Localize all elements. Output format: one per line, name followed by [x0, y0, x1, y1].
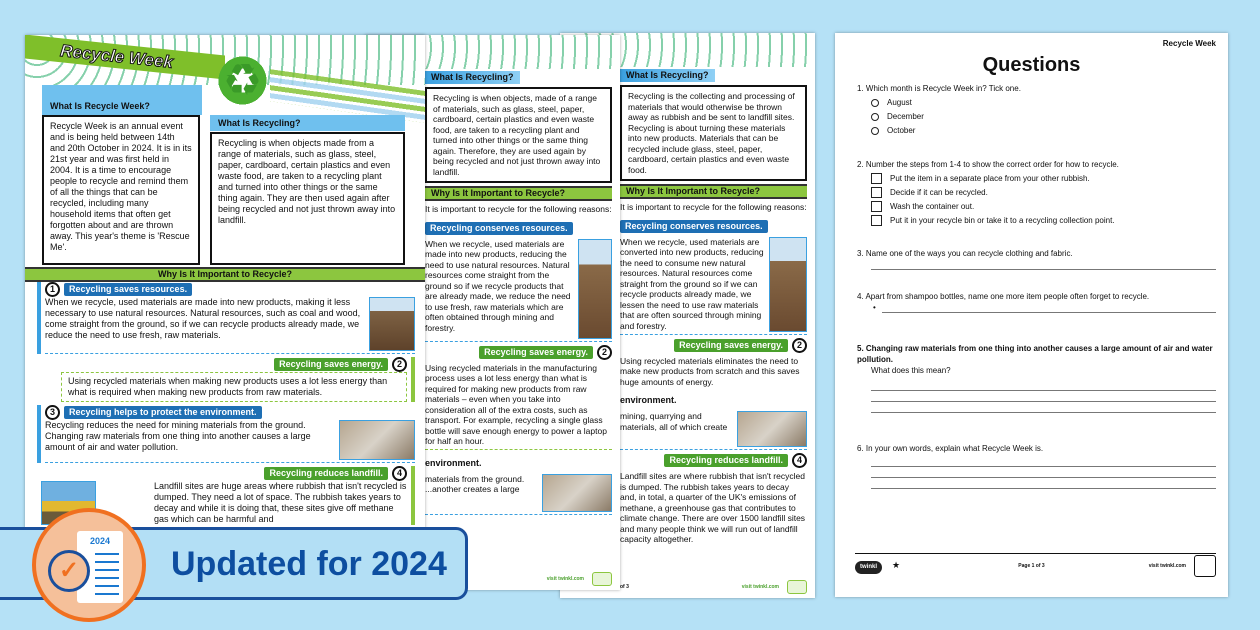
question-text: 5. Changing raw materials from one thing into another causes a large amount of air and water pollution.: [857, 344, 1213, 364]
section-header: [41, 357, 407, 372]
section-header: [620, 453, 807, 468]
question-text: 4. Apart from shampoo bottles, name one more item people often forget to recycle.: [857, 292, 1150, 301]
question-subtext: What does this mean?: [871, 366, 951, 375]
answer-line[interactable]: [871, 477, 1216, 478]
what-recycling-box: Recycling is the collecting and processing of materials that would otherwise be thrown away as rubbish and be sent to landfill sites. Recycling is about turning these materials into new products. Materials that can be recycled include glass, steel, paper, cardboard, certain plastics and even waste food.: [620, 85, 807, 181]
check-cycle-icon: ✓: [48, 550, 90, 592]
what-recycling-heading: What Is Recycling?: [218, 118, 301, 128]
section-3: [37, 405, 415, 463]
option-december[interactable]: [871, 111, 1216, 122]
checkbox[interactable]: [871, 201, 882, 212]
worksheet-page-1: [25, 35, 425, 535]
question-4: [857, 291, 1216, 313]
question-text: 2. Number the steps from 1-4 to show the correct order for how to recycle.: [857, 160, 1119, 169]
option-label: October: [887, 126, 916, 135]
section-body: [425, 239, 612, 342]
page-label: Page 1 of 3: [1018, 563, 1045, 569]
question-2: [857, 159, 1216, 226]
section-title: Recycling conserves resources.: [425, 222, 573, 235]
question-1: [857, 83, 1216, 136]
section-body: [45, 420, 415, 463]
intro-text: It is important to recycle for the following reasons:: [620, 202, 807, 212]
option-august[interactable]: [871, 97, 1216, 108]
section-title: Recycling reduces landfill.: [664, 454, 788, 467]
quarry-photo: [369, 297, 415, 351]
question-6: [857, 443, 1216, 489]
reasons-list: [37, 282, 415, 525]
section-title: Recycling conserves resources.: [620, 220, 768, 233]
section-number: 2: [792, 338, 807, 353]
checkbox[interactable]: [871, 215, 882, 226]
section-text: When we recycle, used materials are made into new products, making it less necessary to use natural resources. Natural resources, such as coal and wood, come straight from the ground, so if we can recycle products already made, we reduce the need to use fresh, raw materials.: [45, 297, 361, 340]
section-number: 4: [392, 466, 407, 481]
twinkl-badge-icon: [787, 580, 807, 594]
quarry-photo: [769, 237, 807, 332]
section-body: [425, 474, 612, 515]
rubble-photo: [737, 411, 807, 447]
page-footer: [620, 580, 807, 594]
section-text: Using recycled materials when making new products uses a lot less energy than what is required when making new products from raw materials.: [61, 372, 407, 402]
section-body: [620, 237, 807, 335]
checkbox[interactable]: [871, 187, 882, 198]
section-body: [45, 297, 415, 354]
radio-icon[interactable]: [871, 127, 879, 135]
intro-text: It is important to recycle for the following reasons:: [425, 204, 612, 214]
section-title: environment.: [620, 395, 677, 405]
section-title: Recycling reduces landfill.: [264, 467, 388, 480]
questions-title: Questions: [982, 54, 1081, 76]
rubble-photo: [339, 420, 415, 460]
checkbox[interactable]: [871, 173, 882, 184]
section-header: [45, 282, 415, 297]
section-text: mining, quarrying and materials, all of which create: [620, 411, 728, 432]
section-body: [620, 411, 807, 450]
option-label: August: [887, 98, 912, 107]
updated-badge-circle: [32, 508, 146, 622]
section-title: Recycling saves energy.: [274, 358, 388, 371]
why-heading: Why Is It Important to Recycle?: [425, 186, 612, 201]
radio-icon[interactable]: [871, 99, 879, 107]
step-item[interactable]: [871, 215, 1216, 226]
section-1: [37, 282, 415, 354]
answer-line[interactable]: [871, 390, 1216, 391]
star-icon: ★: [892, 560, 901, 570]
questions-page: [835, 33, 1228, 597]
section-text: Using recycled materials in the manufacturing process uses a lot less energy than what is required for making new products from raw materials – even when you take into consideration all of the extra costs, such as transport. For example, recycling a single glass bottle will save enough energy to power a laptop for half an hour.: [425, 363, 612, 450]
question-5: [857, 343, 1216, 413]
footer-link[interactable]: visit twinkl.com: [546, 576, 584, 582]
twinkl-badge-icon: [1194, 555, 1216, 577]
answer-line[interactable]: [871, 401, 1216, 402]
section-header: [620, 338, 807, 353]
footer-link[interactable]: visit twinkl.com: [1148, 563, 1186, 569]
step-label: Wash the container out.: [890, 202, 975, 211]
step-item[interactable]: [871, 187, 1216, 198]
step-item[interactable]: [871, 173, 1216, 184]
section-number: 3: [45, 405, 60, 420]
section-text: When we recycle, used materials are converted into new products, reducing the need to consume new natural resources. Natural resources come straight from the ground so if we can recycle products already made, we lessen the need to use raw materials that are often sourced through mining and forestry.: [620, 236, 764, 331]
question-text: 1. Which month is Recycle Week in? Tick one.: [857, 84, 1021, 93]
page-title: Recycle Week: [59, 41, 174, 72]
quarry-photo: [578, 239, 612, 339]
answer-line[interactable]: [871, 488, 1216, 489]
page-3-content: [620, 69, 807, 594]
question-text: 6. In your own words, explain what Recycle Week is.: [857, 444, 1044, 453]
step-item[interactable]: [871, 201, 1216, 212]
section-title: Recycling saves energy.: [479, 346, 593, 359]
section-title: Recycling saves energy.: [674, 339, 788, 352]
question-3: [857, 248, 1216, 270]
heading: What Is Recycling?: [425, 71, 520, 84]
radio-icon[interactable]: [871, 113, 879, 121]
what-recycling-box: Recycling is when objects, made of a range of materials, such as glass, steel, paper, cardboard, certain plastics and even waste food, are taken to a recycling plant and turned into other things or the same thing again. Therefore, they are used again by being recycled and not just thrown away into landfill.: [425, 87, 612, 183]
section-text: materials from the ground. ...another creates a large: [425, 473, 525, 494]
section-text: Using recycled materials eliminates the need to make new products from scratch and this saves huge amounts of energy.: [620, 355, 800, 387]
step-label: Put it in your recycle bin or take it to a recycling collection point.: [890, 216, 1115, 225]
why-heading: Why Is It Important to Recycle?: [620, 184, 807, 199]
why-heading: Why Is It Important to Recycle?: [25, 267, 425, 282]
what-week-heading: What Is Recycle Week?: [50, 101, 150, 111]
twinkl-logo: twinkl: [855, 561, 882, 574]
step-label: Decide if it can be recycled.: [890, 188, 988, 197]
section-header: [41, 466, 407, 481]
what-recycling-box: Recycling is when objects made from a range of materials, such as glass, steel, paper, cardboard, certain plastics and even waste food, are taken to a recycling plant and turned into other things or the same thing again. They are then used again after being recycled and not just thrown away into landfill.: [210, 132, 405, 265]
answer-line[interactable]: [871, 269, 1216, 270]
option-label: December: [887, 112, 924, 121]
page-2-content: [425, 71, 612, 586]
document-lines: [95, 553, 119, 597]
section-number: 1: [45, 282, 60, 297]
updated-label: Updated for 2024: [171, 545, 447, 583]
answer-bullet: •: [873, 302, 1216, 313]
section-text: Recycling reduces the need for mining materials from the ground. Changing raw materials from one thing into another causes a large amount of air and water pollution.: [45, 420, 311, 452]
section-title: Recycling helps to protect the environment.: [64, 406, 262, 419]
what-week-box: Recycle Week is an annual event and is being held between 14th and 20th October in 2024. It is in its 21st year and was first held in 2004. It is a time to encourage people to recycle and remind them of all the things that can be recycled, including many household items that often get forgotten about and are thrown away. This year's theme is 'Rescue Me'.: [42, 115, 200, 265]
section-title: Recycling saves resources.: [64, 283, 192, 296]
page-label: of 3: [620, 584, 629, 590]
section-number: 4: [792, 453, 807, 468]
question-text: 3. Name one of the ways you can recycle clothing and fabric.: [857, 249, 1073, 258]
answer-line[interactable]: [882, 312, 1216, 313]
rubble-photo: [542, 474, 612, 512]
section-header: [45, 405, 415, 420]
footer-link[interactable]: visit twinkl.com: [741, 584, 779, 590]
recycle-logo-icon: ♻: [215, 53, 270, 108]
section-text: Landfill sites are where rubbish that isn't recycled is dumped. The rubbish takes years to decay and, in total, a quarter of the UK's emissions of methane, a greenhouse gas that contributes to climate change. There are over 1500 landfill sites and many people think we will run out of landfill capacity altogether.: [620, 471, 806, 544]
section-header: [425, 345, 612, 360]
footer-divider: [855, 553, 1216, 554]
section-text: Landfill sites are huge areas where rubbish that isn't recycled is dumped. They need a lot of space. The rubbish takes years to decay and while it is doing that, these sites give off methane gas which can be harmful and: [154, 481, 407, 524]
section-title: environment.: [425, 457, 482, 468]
twinkl-badge-icon: [592, 572, 612, 586]
section-number: 2: [597, 345, 612, 360]
step-label: Put the item in a separate place from your other rubbish.: [890, 174, 1090, 183]
document-year: 2024: [89, 536, 111, 546]
questions-header: Recycle Week: [1162, 39, 1216, 48]
answer-line[interactable]: [871, 412, 1216, 413]
section-number: 2: [392, 357, 407, 372]
section-text: When we recycle, used materials are made into new products, reducing the need to use natural resources. Natural resources come straight from the ground so if we recycle products that are already made, we reduce the need to use fresh, raw materials which are often obtained through mining and forestry.: [425, 238, 571, 333]
heading: What Is Recycling?: [620, 69, 715, 82]
answer-line[interactable]: [871, 466, 1216, 467]
section-2: [37, 357, 415, 402]
option-october[interactable]: [871, 125, 1216, 136]
